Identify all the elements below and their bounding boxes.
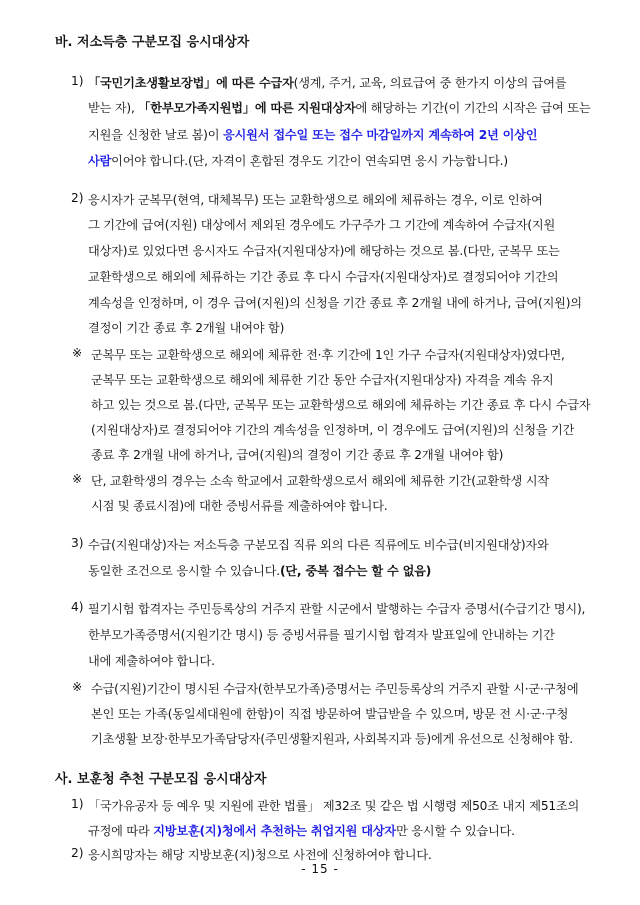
text-line <box>88 822 515 839</box>
text-line <box>88 152 508 169</box>
text-run: 필기시험 합격자는 주민등록상의 거주지 관할 시군에서 발행하는 수급자 증명서(수급기간 명시), <box>88 602 586 616</box>
text-run: (지원대상자)로 결정되어야 기간의 계속성을 인정하며, 이 경우에도 급여(지원)의 신청을 기간 <box>91 423 575 437</box>
text-run: 지원을 신청한 날로 봄)이 <box>88 128 223 142</box>
text-run: 본인 또는 가족(동일세대원에 한함)이 직접 방문하여 발급받을 수 있으며, 방문 전 시·군·구청 <box>91 707 569 721</box>
text-run: 시점 및 종료시점)에 대한 증빙서류를 제출하여야 합니다. <box>91 499 388 513</box>
text-run: 사람 <box>88 154 112 168</box>
item-number: 3) <box>71 536 84 550</box>
text-line <box>88 216 555 233</box>
item-number: 1) <box>71 797 84 811</box>
text-line <box>91 705 568 722</box>
text-run: 이어야 합니다.(단, 자격이 혼합된 경우도 기간이 연속되면 응시 가능합니다.) <box>111 154 508 168</box>
text-line <box>91 497 387 514</box>
text-line <box>91 446 503 463</box>
text-run: 「국민기초생활보장법」에 따른 수급자 <box>88 76 294 90</box>
text-run: 지방보훈(지)청에서 추천하는 취업지원 대상자 <box>153 824 396 838</box>
section-heading-low-income: 바. 저소득층 구분모집 응시대상자 <box>55 35 250 50</box>
text-run: 「국가유공자 등 예우 및 지원에 관한 법률」 제32조 및 같은 법 시행령 제50조 내지 제51조의 <box>88 799 580 813</box>
text-line <box>91 421 574 438</box>
text-line <box>88 797 579 814</box>
text-run: 대상자)로 있었다면 응시자도 수급자(지원대상자)에 해당하는 것으로 봄.(다만, 군복무 또는 <box>88 244 560 258</box>
page-number: - 15 - <box>301 862 339 876</box>
text-line <box>88 74 566 91</box>
text-run: 「한부모가족지원법」에 따른 지원대상자 <box>138 101 356 115</box>
note-mark: ※ <box>72 472 83 486</box>
item-number: 4) <box>71 600 84 614</box>
text-run: 군복무 또는 교환학생으로 해외에 체류한 기간 동안 수급자(지원대상자) 자격을 계속 유지 <box>91 373 554 387</box>
text-line <box>88 294 582 311</box>
note-mark: ※ <box>72 346 83 360</box>
text-run: 단, 교환학생의 경우는 소속 학교에서 교환학생으로서 해외에 체류한 기간(교환학생 시작 <box>91 474 549 488</box>
item-number: 1) <box>71 74 84 88</box>
text-line <box>88 242 560 259</box>
text-run: 그 기간에 급여(지원) 대상에서 제외된 경우에도 가구주가 그 기간에 계속하여 수급자(지원 <box>88 218 556 232</box>
text-line <box>88 536 549 553</box>
text-run: 결정이 기간 종료 후 2개월 내여야 함) <box>88 321 285 335</box>
text-run: 응시자가 군복무(현역, 대체복무) 또는 교환학생으로 해외에 체류하는 경우, 이로 인하여 <box>88 193 543 207</box>
text-run: 에 해당하는 기간(이 기간의 시작은 급여 또는 <box>355 101 591 115</box>
text-line <box>88 562 431 579</box>
text-line <box>91 396 590 413</box>
text-run: (단, 중복 접수는 할 수 없음) <box>279 564 432 578</box>
text-line <box>88 846 432 863</box>
text-run: 계속성을 인정하며, 이 경우 급여(지원)의 신청을 기간 종료 후 2개월 내에 하거나, 급여(지원)의 <box>88 296 582 310</box>
text-run: 하고 있는 것으로 봄.(다만, 군복무 또는 교환학생으로 해외에 체류하는 기간 종료 후 다시 수급자 <box>91 398 591 412</box>
text-run: 기초생활 보장·한부모가족담당자(주민생활지원과, 사회복지과 등)에게 유선으로 신청해야 함. <box>91 732 573 746</box>
text-line <box>88 268 558 285</box>
text-line <box>88 652 215 669</box>
text-run: 응시원서 접수일 또는 접수 마감일까지 계속하여 2년 이상인 <box>222 128 538 142</box>
text-run: 수급(지원)기간이 명시된 수급자(한부모가족)증명서는 주민등록상의 거주지 관할 시·군·구청에 <box>91 682 579 696</box>
text-line <box>88 626 555 643</box>
text-run: 만 응시할 수 있습니다. <box>395 824 515 838</box>
section-heading-veterans: 사. 보훈청 추천 구분모집 응시대상자 <box>55 772 267 787</box>
text-line <box>88 319 284 336</box>
text-run: 동일한 조건으로 응시할 수 있습니다. <box>88 564 280 578</box>
text-line <box>88 191 543 208</box>
text-line <box>91 730 573 747</box>
text-line <box>88 99 590 116</box>
text-run: 종료 후 2개월 내에 하거나, 급여(지원)의 결정이 기간 종료 후 2개월 내여야 함) <box>91 448 504 462</box>
text-line <box>91 680 578 697</box>
item-number: 2) <box>71 846 84 860</box>
text-run: 내에 제출하여야 합니다. <box>88 654 215 668</box>
text-run: 군복무 또는 교환학생으로 해외에 체류한 전·후 기간에 1인 가구 수급자(지원대상자)였다면, <box>91 348 565 362</box>
text-line <box>91 346 565 363</box>
text-line <box>88 600 585 617</box>
text-run: 응시희망자는 해당 지방보훈(지)청으로 사전에 신청하여야 합니다. <box>88 848 432 862</box>
text-line <box>91 371 553 388</box>
text-run: 받는 자), <box>88 101 139 115</box>
item-number: 2) <box>71 191 84 205</box>
note-mark: ※ <box>72 680 83 694</box>
text-line <box>91 472 549 489</box>
text-run: (생계, 주거, 교육, 의료급여 중 한가지 이상의 급여를 <box>293 76 567 90</box>
text-run: 교환학생으로 해외에 체류하는 기간 종료 후 다시 수급자(지원대상자)로 결정되어야 기간의 <box>88 270 559 284</box>
text-run: 수급(지원대상)자는 저소득층 구분모집 직류 외의 다른 직류에도 비수급(비지원대상)자와 <box>88 538 549 552</box>
text-line <box>88 126 537 143</box>
text-run: 한부모가족증명서(지원기간 명시) 등 증빙서류를 필기시험 합격자 발표일에 안내하는 기간 <box>88 628 555 642</box>
text-run: 규정에 따라 <box>88 824 154 838</box>
